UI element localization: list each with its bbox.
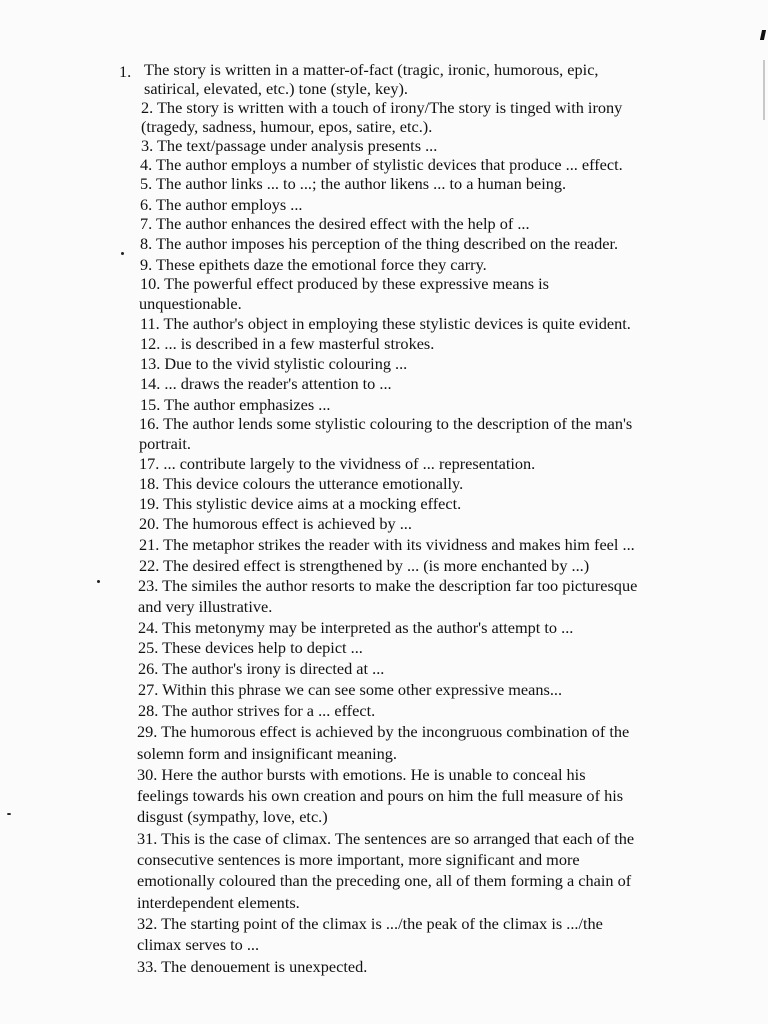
text-line: portrait. — [139, 434, 191, 453]
text-line: 14. ... draws the reader's attention to ... — [140, 374, 392, 393]
scan-speck — [97, 580, 100, 583]
text-line: consecutive sentences is more important, more significant and more — [137, 850, 580, 869]
scan-edge-shadow — [763, 60, 765, 120]
text-line: 5. The author links ... to ...; the author likens ... to a human being. — [140, 174, 567, 193]
text-line: 33. The denouement is unexpected. — [137, 957, 368, 976]
text-line: 28. The author strives for a ... effect. — [138, 701, 376, 720]
text-line: 19. This stylistic device aims at a mocking effect. — [139, 494, 462, 513]
text-line: (tragedy, sadness, humour, epos, satire, etc.). — [141, 117, 433, 136]
text-line: 6. The author employs ... — [140, 195, 303, 214]
text-line: 2. The story is written with a touch of irony/The story is tinged with irony — [141, 98, 623, 117]
text-line: 10. The powerful effect produced by these expressive means is — [140, 274, 550, 293]
text-line: 13. Due to the vivid stylistic colouring ... — [140, 354, 408, 373]
text-line: 22. The desired effect is strengthened by ... (is more enchanted by ...) — [139, 556, 590, 575]
text-line: emotionally coloured than the preceding one, all of them forming a chain of — [137, 871, 632, 890]
scan-edge-mark — [760, 30, 766, 40]
text-line: 32. The starting point of the climax is .../the peak of the climax is .../the — [137, 914, 603, 933]
text-line: unquestionable. — [139, 294, 242, 313]
text-line: 23. The similes the author resorts to make the description far too picturesque — [138, 576, 638, 595]
text-line: 25. These devices help to depict ... — [138, 638, 363, 657]
text-line: 30. Here the author bursts with emotions. He is unable to conceal his — [137, 765, 586, 784]
text-line: 17. ... contribute largely to the vividness of ... representation. — [139, 454, 536, 473]
scan-speck — [7, 813, 11, 815]
text-line: 26. The author's irony is directed at ... — [138, 659, 385, 678]
text-line: climax serves to ... — [137, 935, 260, 954]
text-line: satirical, elevated, etc.) tone (style, key). — [144, 79, 408, 98]
text-line: 8. The author imposes his perception of the thing described on the reader. — [140, 234, 619, 253]
item-number: 1. — [119, 62, 132, 81]
text-line: 24. This metonymy may be interpreted as the author's attempt to ... — [138, 618, 574, 637]
text-line: 16. The author lends some stylistic colouring to the description of the man's — [139, 414, 633, 433]
text-line: 31. This is the case of climax. The sentences are so arranged that each of the — [137, 829, 635, 848]
text-line: interdependent elements. — [137, 893, 300, 912]
text-line: The story is written in a matter-of-fact (tragic, ironic, humorous, epic, — [144, 60, 599, 79]
text-line: 15. The author emphasizes ... — [140, 395, 331, 414]
text-line: 9. These epithets daze the emotional force they carry. — [140, 255, 487, 274]
text-line: 3. The text/passage under analysis presents ... — [141, 136, 438, 155]
text-line: feelings towards his own creation and pours on him the full measure of his — [137, 786, 624, 805]
text-line: 11. The author's object in employing these stylistic devices is quite evident. — [140, 314, 631, 333]
scan-speck — [121, 252, 124, 255]
text-line: 20. The humorous effect is achieved by ... — [139, 514, 412, 533]
text-line: and very illustrative. — [138, 597, 273, 616]
text-line: 29. The humorous effect is achieved by the incongruous combination of the — [137, 722, 630, 741]
text-line: solemn form and insignificant meaning. — [137, 744, 397, 763]
text-line: 12. ... is described in a few masterful strokes. — [140, 334, 435, 353]
text-line: 18. This device colours the utterance emotionally. — [139, 474, 464, 493]
text-line: 4. The author employs a number of stylistic devices that produce ... effect. — [140, 155, 623, 174]
text-line: 27. Within this phrase we can see some other expressive means... — [138, 680, 563, 699]
text-line: 21. The metaphor strikes the reader with its vividness and makes him feel ... — [139, 535, 635, 554]
text-line: disgust (sympathy, love, etc.) — [137, 807, 328, 826]
text-line: 7. The author enhances the desired effect with the help of ... — [140, 214, 530, 233]
